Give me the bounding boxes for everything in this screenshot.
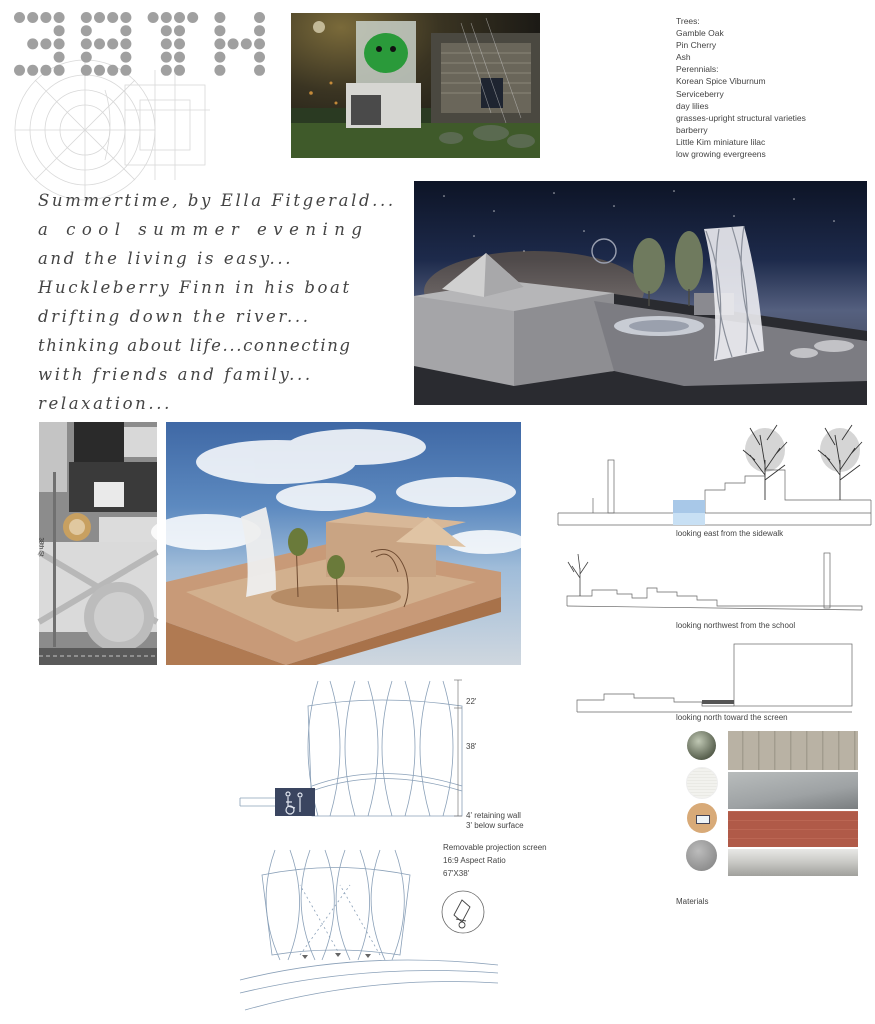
title-dot	[254, 25, 265, 36]
title-dot	[174, 38, 185, 49]
poem-line: Summertime, by Ella Fitgerald...	[38, 191, 396, 210]
title-dot	[54, 25, 65, 36]
title-dot	[120, 12, 131, 23]
title-dot	[228, 38, 239, 49]
screen-size-note: 67'X38'	[443, 869, 470, 878]
plant-list-line: day lilies	[676, 100, 709, 111]
title-dot	[94, 12, 105, 23]
plant-list-line: Ash	[676, 52, 691, 63]
title-dot	[148, 12, 159, 23]
poem-line: a cool summer evening	[38, 220, 369, 239]
title-dot	[254, 65, 265, 76]
poem-text	[38, 186, 418, 418]
material-swatch-white-stone	[686, 767, 718, 799]
retaining-wall-depth-note: 3' below surface	[466, 821, 524, 830]
material-swatch-concrete	[686, 840, 717, 871]
screen-elevation-drawing	[240, 676, 470, 826]
title-dot	[81, 25, 92, 36]
material-swatch-sandstone	[687, 803, 717, 833]
retaining-wall-note: 4' retaining wall	[466, 811, 521, 820]
model-night-rendering	[414, 181, 867, 405]
board-title	[10, 8, 280, 78]
title-dot	[161, 65, 172, 76]
elevation-northwest-drawing	[562, 548, 872, 618]
title-dot	[14, 65, 25, 76]
night-rendering-photo	[291, 13, 540, 158]
poem-line: drifting down the river...	[38, 307, 311, 326]
poem-line: and the living is easy...	[38, 249, 294, 268]
title-dot	[40, 65, 51, 76]
title-dot	[27, 65, 38, 76]
plant-list-line: Pin Cherry	[676, 40, 717, 51]
material-photo-concrete-curb	[728, 849, 858, 876]
model-day-photo	[166, 422, 521, 665]
title-dot	[254, 12, 265, 23]
poem-line: relaxation...	[38, 394, 172, 413]
title-dot	[254, 52, 265, 63]
caption-north: looking north toward the screen	[676, 713, 788, 722]
title-dot	[214, 25, 225, 36]
title-dot	[120, 52, 131, 63]
title-dot	[187, 12, 198, 23]
title-dot	[161, 12, 172, 23]
elevation-north-drawing	[574, 642, 856, 714]
title-dot	[120, 38, 131, 49]
plant-list	[676, 15, 866, 160]
title-dot	[81, 12, 92, 23]
title-dot	[107, 12, 118, 23]
caption-northwest: looking northwest from the school	[676, 621, 796, 630]
title-dot	[120, 25, 131, 36]
plant-list-line: Trees:	[676, 16, 700, 26]
aerial-site-photo	[39, 422, 157, 665]
title-dot	[107, 38, 118, 49]
street-label: 38th St	[37, 537, 44, 557]
caption-east: looking east from the sidewalk	[676, 529, 784, 538]
plant-list-line: Gamble Oak	[676, 28, 724, 39]
material-swatch-stone-sculpture	[687, 731, 716, 760]
plant-list-line: Little Kim miniature lilac	[676, 136, 766, 147]
title-dot	[54, 38, 65, 49]
title-dot	[54, 65, 65, 76]
title-dot	[94, 65, 105, 76]
material-photo-red-pavers	[728, 811, 858, 847]
aspect-ratio-note: 16:9 Aspect Ratio	[443, 856, 506, 865]
title-dot	[14, 12, 25, 23]
title-dot	[54, 52, 65, 63]
plant-list-line: barberry	[676, 124, 708, 135]
title-dot	[81, 65, 92, 76]
materials-label: Materials	[676, 897, 709, 906]
title-dot	[161, 25, 172, 36]
plant-list-line: Perennials:	[676, 64, 719, 75]
plant-list-line: grasses-upright structural varieties	[676, 112, 806, 123]
title-dot	[54, 12, 65, 23]
plant-list-line: Serviceberry	[676, 88, 724, 99]
poem-line: Huckleberry Finn in his boat	[38, 278, 352, 297]
plant-list-line: Korean Spice Viburnum	[676, 76, 766, 87]
title-dot	[174, 12, 185, 23]
title-dot	[40, 12, 51, 23]
dim-top-label: 22'	[466, 697, 477, 706]
title-dot	[81, 52, 92, 63]
title-dot	[174, 25, 185, 36]
title-dot	[174, 65, 185, 76]
title-dot	[81, 38, 92, 49]
title-dot	[161, 52, 172, 63]
title-dot	[174, 52, 185, 63]
plant-list-line: low growing evergreens	[676, 149, 766, 160]
title-dot	[94, 38, 105, 49]
title-dot	[161, 38, 172, 49]
projection-screen-note: Removable projection screen	[443, 843, 547, 852]
poem-line: with friends and family...	[38, 365, 313, 384]
title-dot	[214, 65, 225, 76]
elevation-east-drawing	[555, 420, 873, 530]
dim-main-label: 38'	[466, 742, 477, 751]
title-dot	[241, 38, 252, 49]
material-photo-wall-blocks	[728, 731, 858, 770]
title-dot	[214, 52, 225, 63]
title-dot	[27, 38, 38, 49]
poem-line: thinking about life...connecting	[38, 336, 352, 355]
title-dot	[214, 38, 225, 49]
title-dot	[107, 65, 118, 76]
screen-plan-drawing	[240, 845, 502, 1020]
title-dot	[254, 38, 265, 49]
title-dot	[40, 38, 51, 49]
title-dot	[27, 12, 38, 23]
material-photo-pavement	[728, 772, 858, 809]
title-dot	[120, 65, 131, 76]
title-dot	[214, 12, 225, 23]
